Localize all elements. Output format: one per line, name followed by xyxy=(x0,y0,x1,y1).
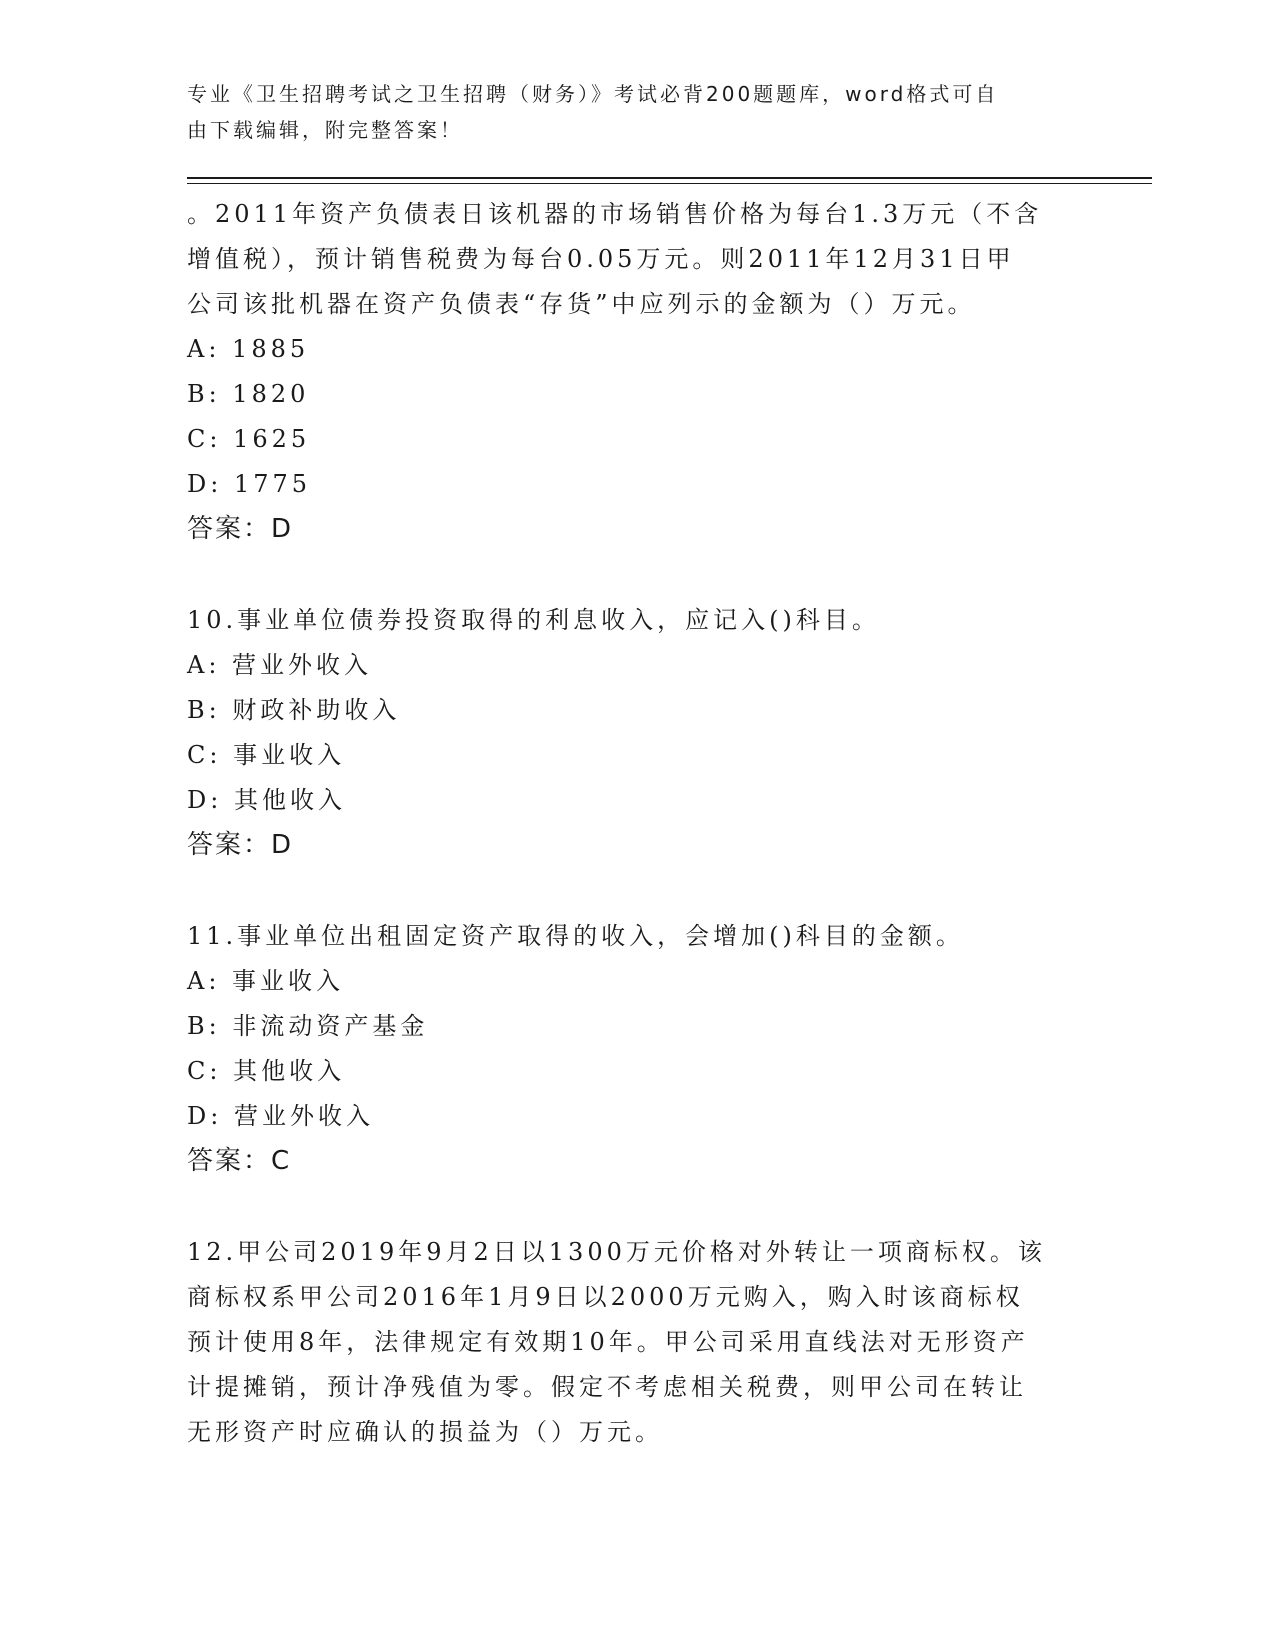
question-text-line: 。2011年资产负债表日该机器的市场销售价格为每台1.3万元（不含 xyxy=(187,200,1043,228)
option-d: D: 1775 xyxy=(187,470,312,498)
answer-line: 答案：C xyxy=(187,1146,292,1176)
question-text-line: 公司该批机器在资产负债表“存货”中应列示的金额为（）万元。 xyxy=(187,290,976,318)
answer-line: 答案：D xyxy=(187,830,294,860)
question-text-line: 无形资产时应确认的损益为（）万元。 xyxy=(187,1418,663,1446)
option-c: C: 事业收入 xyxy=(187,741,346,769)
question-text-line: 商标权系甲公司2016年1月9日以2000万元购入，购入时该商标权 xyxy=(187,1283,1024,1311)
question-block xyxy=(187,192,1087,552)
question-text-line: 增值税），预计销售税费为每台0.05万元。则2011年12月31日甲 xyxy=(187,245,1015,273)
option-c: C: 其他收入 xyxy=(187,1057,346,1085)
option-b: B: 非流动资产基金 xyxy=(187,1012,429,1040)
option-d: D: 营业外收入 xyxy=(187,1102,374,1130)
question-block xyxy=(187,598,1087,868)
question-block xyxy=(187,1230,1087,1455)
header-line-2: 由下载编辑，附完整答案！ xyxy=(187,118,463,142)
option-a: A: 事业收入 xyxy=(187,967,345,995)
option-a: A: 营业外收入 xyxy=(187,651,373,679)
header-rule-thick xyxy=(187,177,1152,179)
question-text-line: 10.事业单位债券投资取得的利息收入，应记入()科目。 xyxy=(187,606,880,634)
question-text-line: 12.甲公司2019年9月2日以1300万元价格对外转让一项商标权。该 xyxy=(187,1238,1046,1266)
option-d: D: 其他收入 xyxy=(187,786,346,814)
option-b: B: 1820 xyxy=(187,380,310,408)
header-line-1: 专业《卫生招聘考试之卫生招聘（财务）》考试必背200题题库，word格式可自 xyxy=(187,82,999,106)
answer-line: 答案：D xyxy=(187,514,294,544)
option-a: A: 1885 xyxy=(187,335,310,363)
question-block xyxy=(187,914,1087,1184)
option-c: C: 1625 xyxy=(187,425,311,453)
header-rule-thin xyxy=(187,183,1152,184)
question-text-line: 11.事业单位出租固定资产取得的收入，会增加()科目的金额。 xyxy=(187,922,964,950)
document-header xyxy=(187,76,1067,148)
question-text-line: 预计使用8年，法律规定有效期10年。甲公司采用直线法对无形资产 xyxy=(187,1328,1029,1356)
question-text-line: 计提摊销，预计净残值为零。假定不考虑相关税费，则甲公司在转让 xyxy=(187,1373,1027,1401)
option-b: B: 财政补助收入 xyxy=(187,696,401,724)
question-list xyxy=(187,192,1087,1455)
